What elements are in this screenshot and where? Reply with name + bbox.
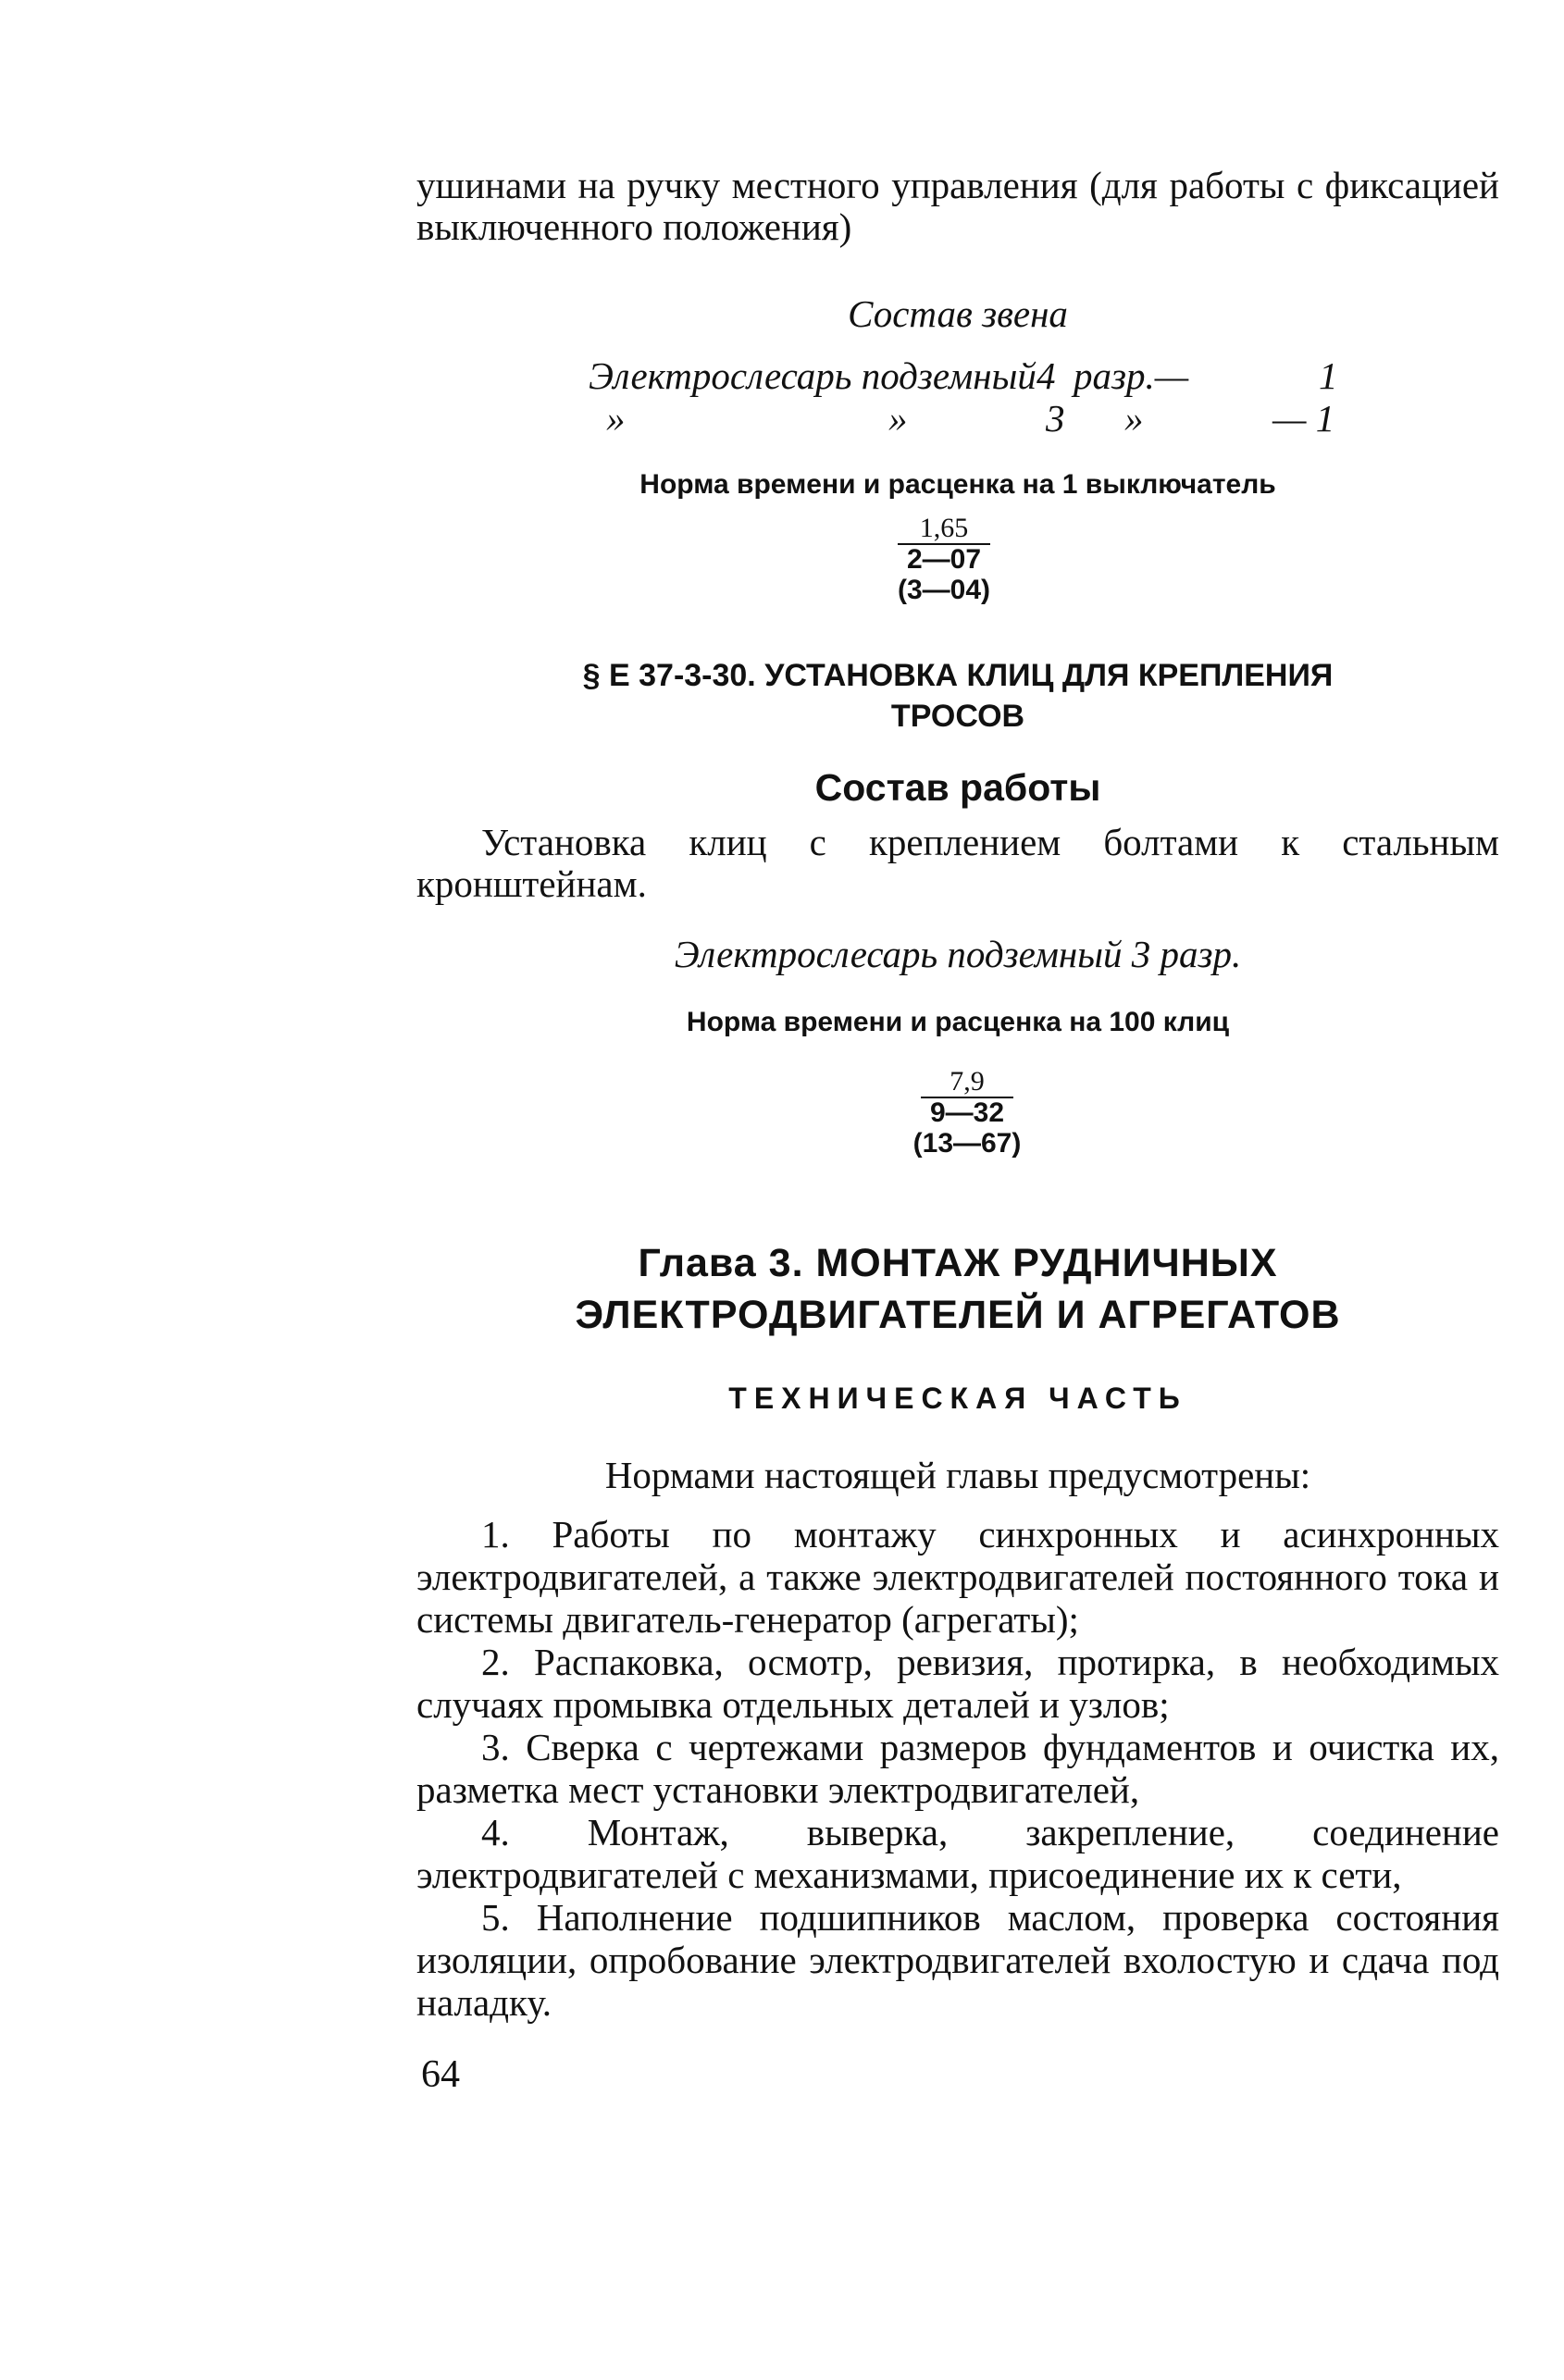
list-item: 2. Распаковка, осмотр, ревизия, протирка, в необходимых случаях промывка отдельных деталей и узлов; [416,1641,1499,1726]
norm-1-fraction [870,514,1018,606]
crew-row-1-grade: 4 [1036,354,1056,397]
norm-2-value: 7,9 [950,1066,985,1097]
crew-row-1 [0,353,1564,400]
list-item: 4. Монтаж, выверка, закрепление, соединение электродвигателей с механизмами, присоединение их к сети, [416,1811,1499,1896]
norm-1-value: 1,65 [919,513,969,543]
chapter-intro: Нормами настоящей главы предусмотрены: [604,1454,1311,1496]
norm-1-rate: 2—07 [898,543,990,575]
crew-row-2-ditto-1: » [606,397,626,440]
crew-row-2 [0,396,1564,442]
list-item: 1. Работы по монтажу синхронных и асинхронных электродвигателей, а также электродвигателей постоянного тока и системы двигатель-генератор (агрегаты); [416,1513,1499,1641]
norm-2-rate: 9—32 [921,1097,1013,1128]
page-number: 64 [421,2053,460,2096]
crew-row-1-title: Электрослесарь подземный [589,354,1036,397]
work-heading: Состав работы [814,766,1101,809]
list-item: 3. Сверка с чертежами размеров фундаментов и очистка их, разметка мест установки электродвигателей, [416,1726,1499,1811]
crew-row-1-unit: разр.— [1074,354,1189,397]
norm-2-fraction [893,1067,1041,1159]
chapter-items-list [416,1513,1499,2024]
crew-row-2-count: — 1 [1272,397,1335,440]
crew-row-2-unit: » [1124,397,1144,440]
norm-1-caption: Норма времени и расценка на 1 выключатель [639,469,1276,500]
section-title-line-2: ТРОСОВ [890,699,1025,734]
norm-2-rate-alt: (13—67) [912,1128,1022,1159]
continuation-paragraph: ушинами на ручку местного управления (для работы с фиксацией выключенного положения) [416,164,1499,248]
chapter-title-line-1: Глава 3. МОНТАЖ РУДНИЧНЫХ [638,1241,1278,1285]
crew-row-2-ditto-2: » [888,397,908,440]
list-item: 5. Наполнение подшипников маслом, проверка состояния изоляции, опробование электродвигателей вхолостую и сдача под наладку. [416,1896,1499,2024]
norm-1-rate-alt: (3—04) [897,575,991,605]
worker-line: Электрослесарь подземный 3 разр. [674,933,1242,975]
crew-row-1-count: 1 [1319,354,1338,397]
norm-2-caption: Норма времени и расценка на 100 клиц [686,1007,1230,1037]
technical-part-heading: ТЕХНИЧЕСКАЯ ЧАСТЬ [728,1382,1187,1415]
section-title-line-1: § Е 37-3-30. УСТАНОВКА КЛИЦ ДЛЯ КРЕПЛЕНИЯ [582,658,1334,693]
work-text: Установка клиц с креплением болтами к стальным кронштейнам. [416,821,1499,905]
chapter-title-line-2: ЭЛЕКТРОДВИГАТЕЛЕЙ И АГРЕГАТОВ [575,1293,1341,1337]
crew-heading: Состав звена [848,292,1068,335]
crew-row-2-grade: 3 [1046,397,1065,440]
